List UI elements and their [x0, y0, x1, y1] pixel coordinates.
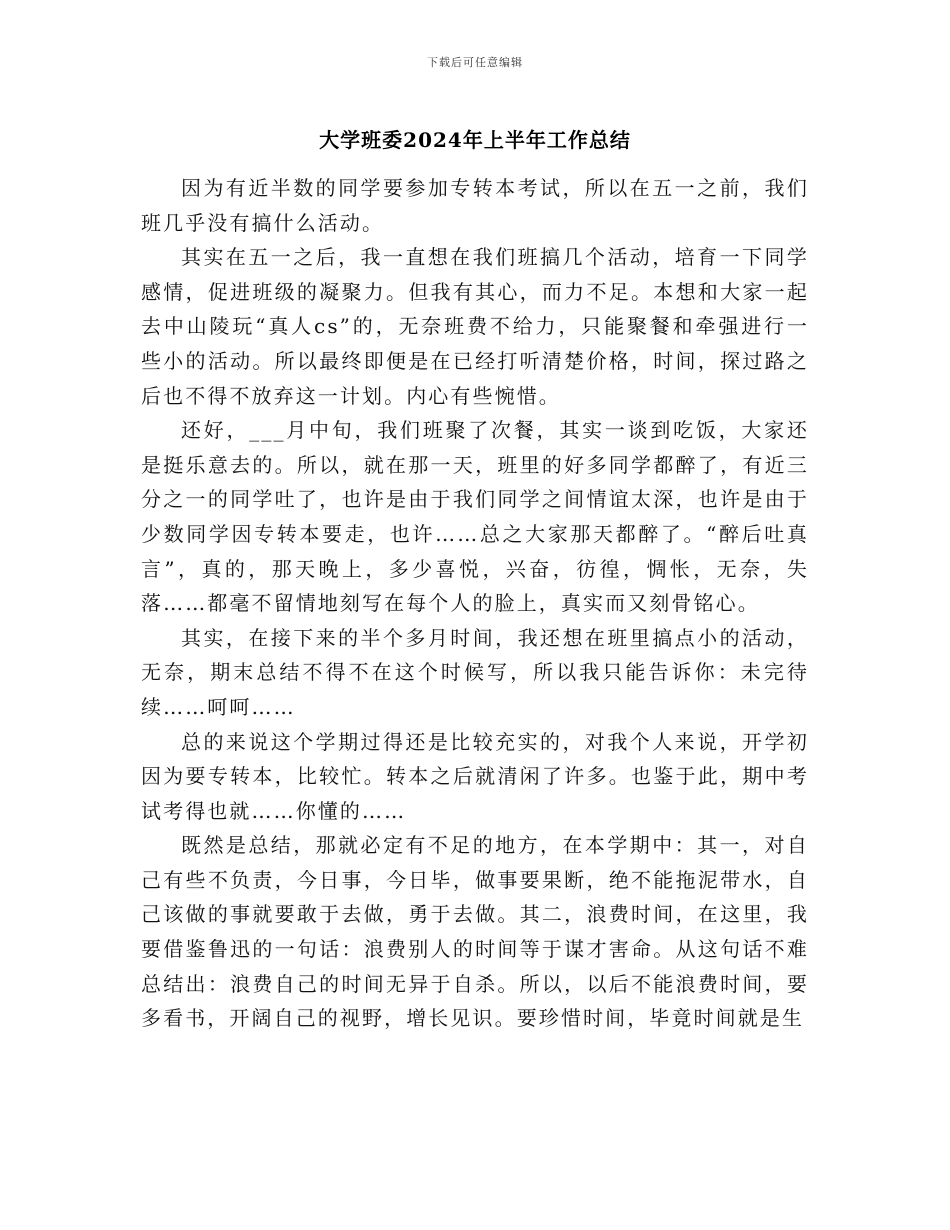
document-title: 大学班委2024年上半年工作总结 [319, 128, 631, 152]
paragraph: 其实在五一之后，我一直想在我们班搞几个活动，培育一下同学感情，促进班级的凝聚力。但我有其心，而力不足。本想和大家一起去中山陵玩“真人cs”的，无奈班费不给力，只能聚餐和牵强进行一些小的活动。所以最终即便是在已经打听清楚价格，时间，探过路之后也不得不放弃这一计划。内心有些惋惜。 [141, 245, 809, 408]
header-note: 下载后可任意编辑 [427, 56, 523, 69]
paragraph: 因为有近半数的同学要参加专转本考试，所以在五一之前，我们班几乎没有搞什么活动。 [141, 176, 809, 235]
paragraph: 还好，___月中旬，我们班聚了次餐，其实一谈到吃饭，大家还是挺乐意去的。所以，就在那一天，班里的好多同学都醉了，有近三分之一的同学吐了，也许是由于我们同学之间情谊太深，也许是由于少数同学因专转本要走，也许……总之大家那天都醉了。“醉后吐真言”，真的，那天晚上，多少喜悦，兴奋，彷徨，惆怅，无奈，失落……都毫不留情地刻写在每个人的脸上，真实而又刻骨铭心。 [141, 418, 809, 616]
paragraph: 其实，在接下来的半个多月时间，我还想在班里搞点小的活动，无奈，期末总结不得不在这个时候写，所以我只能告诉你：未完待续……呵呵…… [141, 625, 809, 719]
paragraph: 既然是总结，那就必定有不足的地方，在本学期中：其一，对自己有些不负责，今日事，今日毕，做事要果断，绝不能拖泥带水，自己该做的事就要敢于去做，勇于去做。其二，浪费时间，在这里，我要借鉴鲁迅的一句话：浪费别人的时间等于谋才害命。从这句话不难总结出：浪费自己的时间无异于自杀。所以，以后不能浪费时间，要多看书，开阔自己的视野，增长见识。要珍惜时间，毕竟时间就是生 [141, 833, 809, 1031]
document-body [141, 171, 809, 1036]
paragraph: 总的来说这个学期过得还是比较充实的，对我个人来说，开学初因为要专转本，比较忙。转本之后就清闲了许多。也鉴于此，期中考试考得也就……你懂的…… [141, 729, 809, 823]
